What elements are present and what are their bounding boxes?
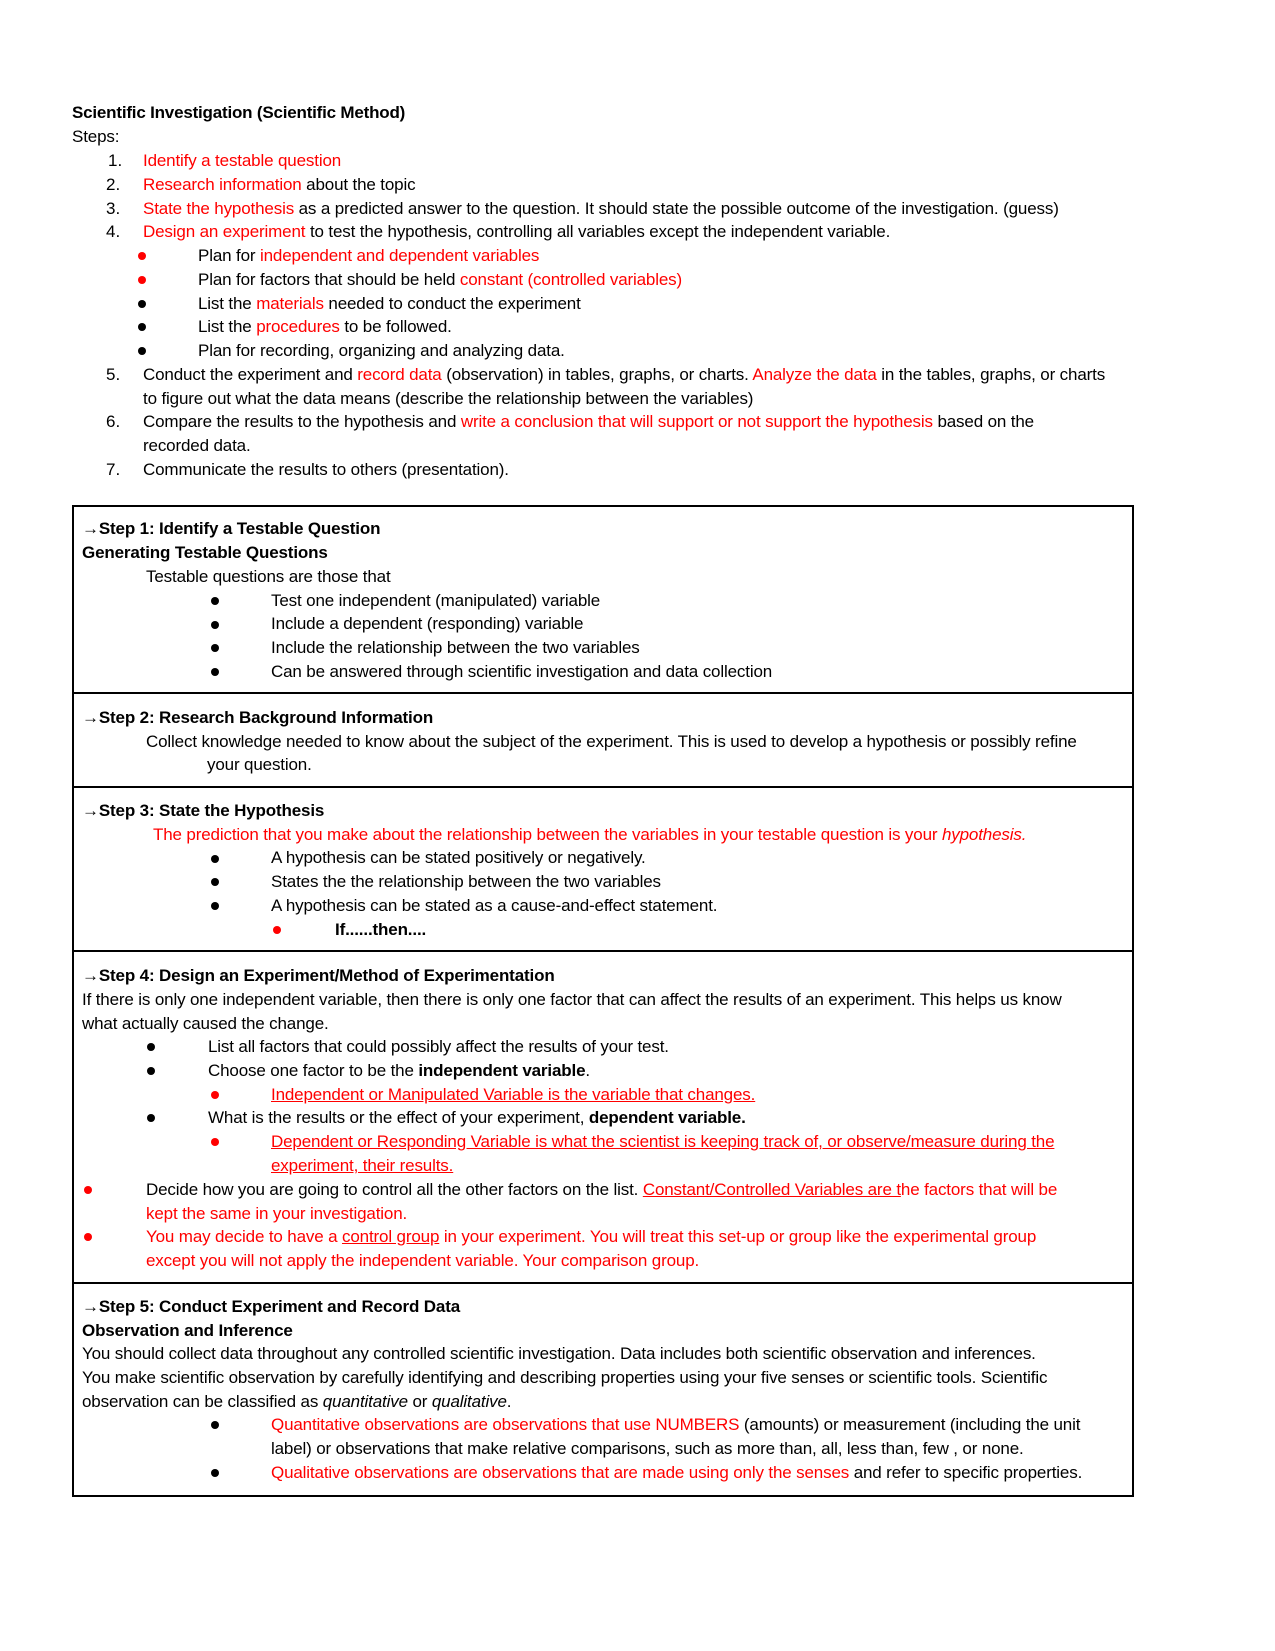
- step-item: [143, 197, 1059, 221]
- bullet-red-text: he factors that will be: [900, 1180, 1058, 1199]
- section-divider: [72, 786, 1134, 788]
- bullet-red-text: constant (controlled variables): [459, 270, 683, 289]
- arrow-icon: →: [82, 1297, 99, 1316]
- bullet-icon: [211, 1421, 219, 1429]
- bullet-underlined-text: control group: [341, 1227, 440, 1246]
- bullet-icon: [211, 597, 219, 605]
- section-divider: [72, 950, 1134, 952]
- bullet-item: Test one independent (manipulated) variable: [271, 591, 601, 610]
- section-heading: [82, 517, 380, 541]
- section-paragraph: If there is only one independent variable, then there is only one factor that can affect the results of an experiment. This helps us know: [82, 990, 1062, 1009]
- bullet-icon: [211, 621, 219, 629]
- bullet-red-text: procedures: [256, 317, 340, 336]
- bullet-item: [271, 1461, 1082, 1485]
- bullet-item-continuation: label) or observations that make relative comparisons, such as more than, all, less than, few , or none.: [271, 1439, 1024, 1458]
- bullet-icon: [211, 1138, 219, 1146]
- step-text: to test the hypothesis, controlling all variables except the independent variable.: [305, 222, 891, 241]
- bullet-item: Can be answered through scientific investigation and data collection: [271, 662, 773, 681]
- bullet-icon: [138, 300, 146, 308]
- section-paragraph: You make scientific observation by carefully identifying and describing properties using your five senses or scientific tools. Scientific: [82, 1368, 1048, 1387]
- bullet-item: Include a dependent (responding) variable: [271, 614, 584, 633]
- sub-bullet-item: [198, 315, 452, 339]
- sub-bullet-item: [198, 268, 682, 292]
- step-red-text: Design an experiment: [143, 222, 306, 241]
- step-text: based on the: [932, 412, 1034, 431]
- bullet-text: You may decide to have a: [146, 1227, 342, 1246]
- sub-bullet-item: [198, 244, 539, 268]
- bullet-item-continuation: except you will not apply the independent variable. Your comparison group.: [146, 1251, 700, 1270]
- section-subheading: Observation and Inference: [82, 1321, 293, 1340]
- bullet-text: Plan for recording, organizing and analyzing data.: [198, 341, 565, 360]
- bullet-icon: [138, 276, 146, 284]
- paragraph-text: observation can be classified as: [82, 1392, 323, 1411]
- bullet-item: States the the relationship between the two variables: [271, 872, 661, 891]
- section-heading-text: Step 5: Conduct Experiment and Record Data: [98, 1297, 461, 1316]
- bullet-text: to be followed.: [339, 317, 452, 336]
- bullet-icon: [211, 855, 219, 863]
- step-item-continuation: to figure out what the data means (describe the relationship between the variables): [143, 389, 754, 408]
- paragraph-text: or: [407, 1392, 432, 1411]
- sub-bullet-item-continuation: experiment, their results.: [271, 1156, 454, 1175]
- hypothesis-definition: [153, 823, 1026, 847]
- section-paragraph: You should collect data throughout any controlled scientific investigation. Data includes both scientific observation and inferences.: [82, 1344, 1036, 1363]
- section-paragraph-continuation: your question.: [207, 755, 312, 774]
- step-text: in the tables, graphs, or charts: [876, 365, 1106, 384]
- bullet-item: List all factors that could possibly affect the results of your test.: [208, 1037, 669, 1056]
- step-item: [143, 220, 890, 244]
- bullet-text: Choose one factor to be the: [208, 1061, 419, 1080]
- section-heading-text: Step 2: Research Background Information: [98, 708, 434, 727]
- section-intro: Testable questions are those that: [146, 567, 391, 586]
- step-text: as a predicted answer to the question. It should state the possible outcome of the investigation. (guess): [294, 199, 1059, 218]
- step-red-text: State the hypothesis: [143, 199, 295, 218]
- section-heading-text: Step 1: Identify a Testable Question: [98, 519, 381, 538]
- bullet-item-continuation: kept the same in your investigation.: [146, 1204, 408, 1223]
- section-heading: [82, 799, 324, 823]
- bullet-item: A hypothesis can be stated as a cause-and-effect statement.: [271, 896, 718, 915]
- step-number: 6.: [106, 412, 121, 431]
- bullet-icon: [211, 1091, 219, 1099]
- section-heading: [82, 1295, 460, 1319]
- sub-bullet-item: [198, 339, 565, 363]
- arrow-icon: →: [82, 708, 99, 727]
- step-item: [143, 410, 1034, 434]
- step-item: [143, 173, 415, 197]
- step-text: Compare the results to the hypothesis and: [143, 412, 461, 431]
- bullet-red-text: independent and dependent variables: [259, 246, 540, 265]
- step-red-text: record data: [357, 365, 442, 384]
- bullet-icon: [147, 1114, 155, 1122]
- bullet-red-underlined-text: Constant/Controlled Variables are t: [642, 1180, 901, 1199]
- bullet-item: [208, 1059, 590, 1083]
- definition-italic-text: hypothesis.: [941, 825, 1027, 844]
- bullet-text: needed to conduct the experiment: [323, 294, 581, 313]
- step-number: 4.: [106, 222, 121, 241]
- bullet-item: [208, 1106, 746, 1130]
- paragraph-italic-text: quantitative: [322, 1392, 408, 1411]
- section-heading: [82, 964, 555, 988]
- bullet-red-text: materials: [256, 294, 324, 313]
- sub-bullet-item: Dependent or Responding Variable is what the scientist is keeping track of, or observe/measure during the: [271, 1132, 1055, 1151]
- bullet-item: [271, 1413, 1080, 1437]
- bullet-text: in your experiment. You will treat this set-up or group like the experimental group: [439, 1227, 1037, 1246]
- step-text: about the topic: [301, 175, 416, 194]
- section-heading: [82, 706, 433, 730]
- sub-bullet-item: If......then....: [335, 920, 427, 939]
- step-item: [143, 363, 1105, 387]
- bullet-icon: [138, 252, 146, 260]
- section-subheading: Generating Testable Questions: [82, 543, 328, 562]
- bullet-icon: [138, 347, 146, 355]
- sub-bullet-item: Independent or Manipulated Variable is the variable that changes.: [271, 1085, 756, 1104]
- definition-text: The prediction that you make about the relationship between the variables in your testable question is your: [153, 825, 942, 844]
- bullet-text: (amounts) or measurement (including the unit: [739, 1415, 1081, 1434]
- bullet-icon: [84, 1233, 92, 1241]
- section-divider: [72, 1282, 1134, 1284]
- step-red-text: Analyze the data: [752, 365, 877, 384]
- section-paragraph-continuation: what actually caused the change.: [82, 1014, 329, 1033]
- step-item: Communicate the results to others (presentation).: [143, 460, 509, 479]
- arrow-icon: →: [82, 801, 99, 820]
- step-red-text: write a conclusion that will support or not support the hypothesis: [460, 412, 933, 431]
- bullet-item: [146, 1225, 1036, 1249]
- bullet-text: Plan for: [198, 246, 260, 265]
- bullet-icon: [147, 1067, 155, 1075]
- bullet-icon: [211, 644, 219, 652]
- document-title: Scientific Investigation (Scientific Method): [72, 103, 406, 122]
- bullet-text: List the: [198, 317, 257, 336]
- bullet-text: Plan for factors that should be held: [198, 270, 460, 289]
- section-heading-text: Step 3: State the Hypothesis: [98, 801, 325, 820]
- sub-bullet-item: [198, 292, 581, 316]
- step-red-text: Identify a testable question: [143, 151, 342, 170]
- bullet-item: A hypothesis can be stated positively or negatively.: [271, 848, 646, 867]
- bullet-icon: [273, 926, 281, 934]
- paragraph-text: .: [506, 1392, 512, 1411]
- step-number: 1.: [108, 151, 123, 170]
- step-text: Conduct the experiment and: [143, 365, 358, 384]
- bullet-red-text: Qualitative observations are observations that are made using only the senses: [271, 1463, 850, 1482]
- bullet-icon: [211, 1469, 219, 1477]
- section-divider: [72, 692, 1134, 694]
- bullet-icon: [138, 323, 146, 331]
- bullet-item: [146, 1178, 1057, 1202]
- step-number: 2.: [106, 175, 121, 194]
- bullet-icon: [211, 878, 219, 886]
- bullet-icon: [147, 1043, 155, 1051]
- bullet-text: .: [585, 1061, 590, 1080]
- step-number: 7.: [106, 460, 121, 479]
- bullet-icon: [211, 902, 219, 910]
- bullet-text: and refer to specific properties.: [849, 1463, 1083, 1482]
- bullet-text: Decide how you are going to control all the other factors on the list.: [146, 1180, 643, 1199]
- step-item: [143, 149, 341, 173]
- step-number: 3.: [106, 199, 121, 218]
- bullet-bold-text: independent variable: [418, 1061, 586, 1080]
- bullet-red-text: Quantitative observations are observations that use NUMBERS: [271, 1415, 740, 1434]
- bullet-text: What is the results or the effect of your experiment,: [208, 1108, 589, 1127]
- section-paragraph: Collect knowledge needed to know about the subject of the experiment. This is used to develop a hypothesis or possibly refine: [146, 732, 1077, 751]
- bullet-icon: [84, 1186, 92, 1194]
- section-paragraph: [82, 1390, 511, 1414]
- paragraph-italic-text: qualitative: [431, 1392, 507, 1411]
- arrow-icon: →: [82, 519, 99, 538]
- step-item-continuation: recorded data.: [143, 436, 251, 455]
- step-text: (observation) in tables, graphs, or charts.: [441, 365, 753, 384]
- bullet-icon: [211, 668, 219, 676]
- steps-label: Steps:: [72, 127, 120, 146]
- section-heading-text: Step 4: Design an Experiment/Method of Experimentation: [98, 966, 555, 985]
- step-number: 5.: [106, 365, 121, 384]
- step-red-text: Research information: [143, 175, 302, 194]
- bullet-bold-text: dependent variable.: [588, 1108, 746, 1127]
- bullet-item: Include the relationship between the two variables: [271, 638, 640, 657]
- arrow-icon: →: [82, 966, 99, 985]
- bullet-text: List the: [198, 294, 257, 313]
